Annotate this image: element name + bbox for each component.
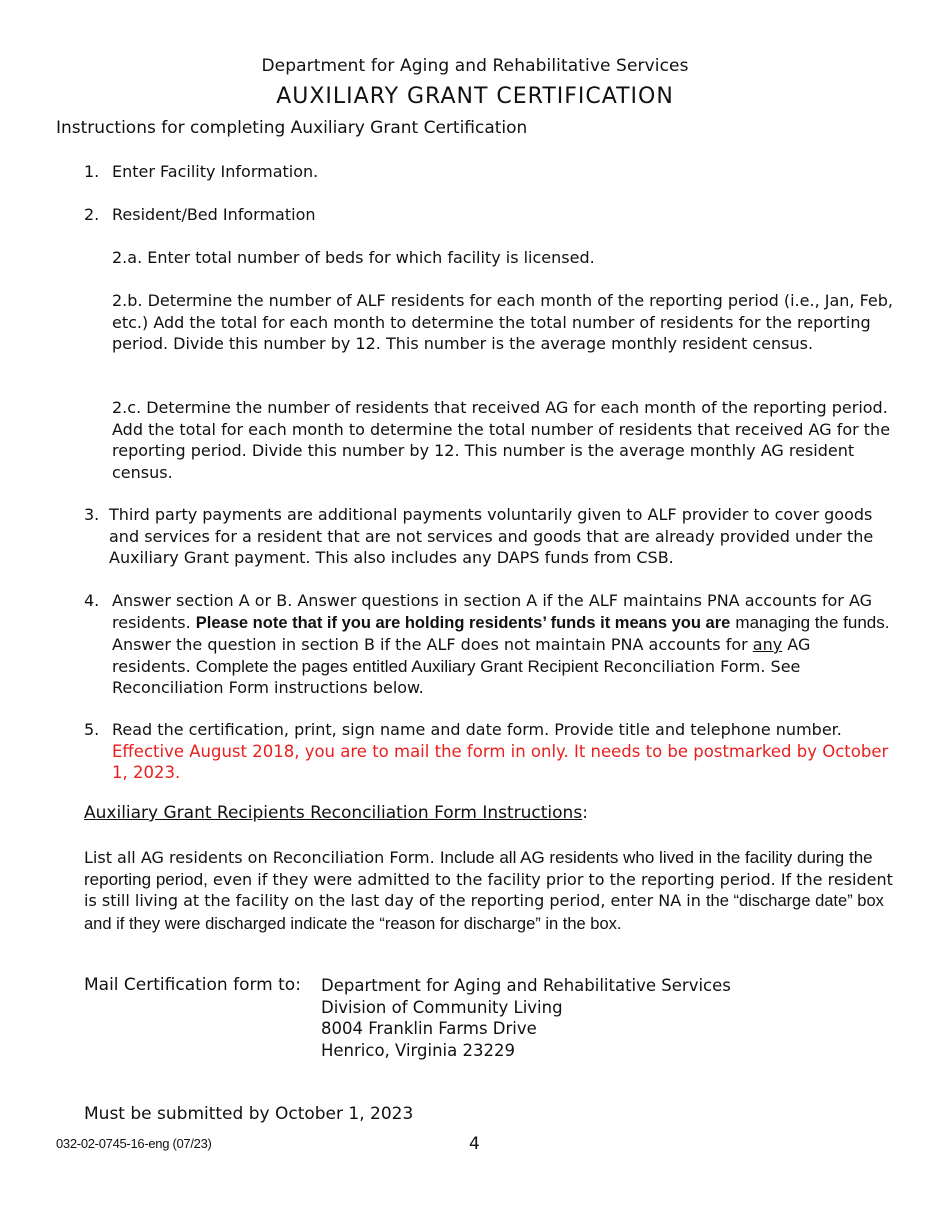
step-4-part-4: AG residents. [112, 635, 811, 676]
step-2a-text: 2.a. Enter total number of beds for which facility is licensed. [112, 248, 595, 267]
submission-deadline: Must be submitted by October 1, 2023 [84, 1104, 414, 1124]
step-5-instruction: Read the certification, print, sign name and date form. Provide title and telephone number. [112, 720, 842, 739]
reconciliation-heading-text: Auxiliary Grant Recipients Reconciliation Form Instructions [84, 803, 583, 823]
step-4-part-3: Answer the question in section B if the ALF does not maintain PNA accounts for [112, 635, 753, 654]
reconciliation-part-4: the “discharge date” box and if they were discharged indicate the “reason for discharge” in the box. [84, 892, 884, 933]
step-5-mail-notice: Effective August 2018, you are to mail the form in only. It needs to be postmarked by October 1, 2023. [112, 741, 889, 782]
reconciliation-part-2: Include all AG residents who lived in the facility during the reporting period, [84, 848, 873, 889]
step-3-number: 3. [84, 505, 100, 524]
step-4-part-6: Reconciliation Form. See Reconciliation Form instructions below. [112, 656, 801, 697]
department-name: Department for Aging and Rehabilitative Services [261, 56, 689, 76]
step-5-text [112, 719, 892, 784]
step-2-number: 2. [84, 205, 100, 224]
reconciliation-heading-colon: : [582, 803, 588, 823]
reconciliation-part-3: even if they were admitted to the facility prior to the reporting period. If the resident is still living at the facility on the last day of the reporting period, enter NA in [84, 869, 893, 910]
mail-address-line-1: Department for Aging and Rehabilitative Services [321, 976, 731, 995]
mail-address-line-4: Henrico, Virginia 23229 [321, 1040, 515, 1060]
mail-address-line-2: Division of Community Living [321, 997, 563, 1017]
step-4-text [112, 590, 892, 699]
step-1-text: Enter Facility Information. [112, 162, 319, 181]
step-2c-text: 2.c. Determine the number of residents that received AG for each month of the reporting period. Add the total for each month to determine the total number of residents that received AG for the reporting period. Divide this number by 12. This number is the average monthly AG resident census. [112, 398, 891, 482]
step-2b-text: 2.b. Determine the number of ALF residents for each month of the reporting period (i.e., Jan, Feb, etc.) Add the total for each month to determine the total number of residents for the reporting period. Divide this number by 12. This number is the average monthly resident census. [112, 291, 893, 353]
reconciliation-part-1: List all AG residents on Reconciliation Form. [84, 848, 440, 867]
step-4-part-1: Answer section A or B. Answer questions in section A if the ALF maintains PNA accounts for AG residents. [112, 591, 873, 632]
step-2-text: Resident/Bed Information [112, 205, 316, 224]
step-5-number: 5. [84, 720, 100, 739]
form-code: 032-02-0745-16-eng (07/23) [56, 1136, 212, 1151]
step-4-number: 4. [84, 591, 100, 610]
step-4-part-2: managing the funds. [735, 612, 890, 632]
page-number: 4 [469, 1134, 480, 1154]
step-3-text: Third party payments are additional payments voluntarily given to ALF provider to cover goods and services for a resident that are not services and goods that are already provided under the Auxiliary Grant payment. This also includes any DAPS funds from CSB. [109, 505, 874, 567]
instructions-heading: Instructions for completing Auxiliary Grant Certification [56, 118, 528, 138]
step-1-number: 1. [84, 162, 100, 181]
page-title: AUXILIARY GRANT CERTIFICATION [276, 84, 674, 109]
reconciliation-heading [84, 803, 588, 823]
mail-address-line-3: 8004 Franklin Farms Drive [321, 1019, 537, 1038]
step-4-part-5: Complete the pages entitled Auxiliary Grant Recipient [195, 656, 599, 676]
step-4-bold-notice: Please note that if you are holding residents’ funds it means you are [195, 613, 731, 632]
mail-label: Mail Certification form to: [84, 975, 301, 995]
step-4-underlined-any: any [752, 635, 783, 654]
mail-address [321, 975, 731, 1061]
reconciliation-instructions [84, 847, 894, 935]
